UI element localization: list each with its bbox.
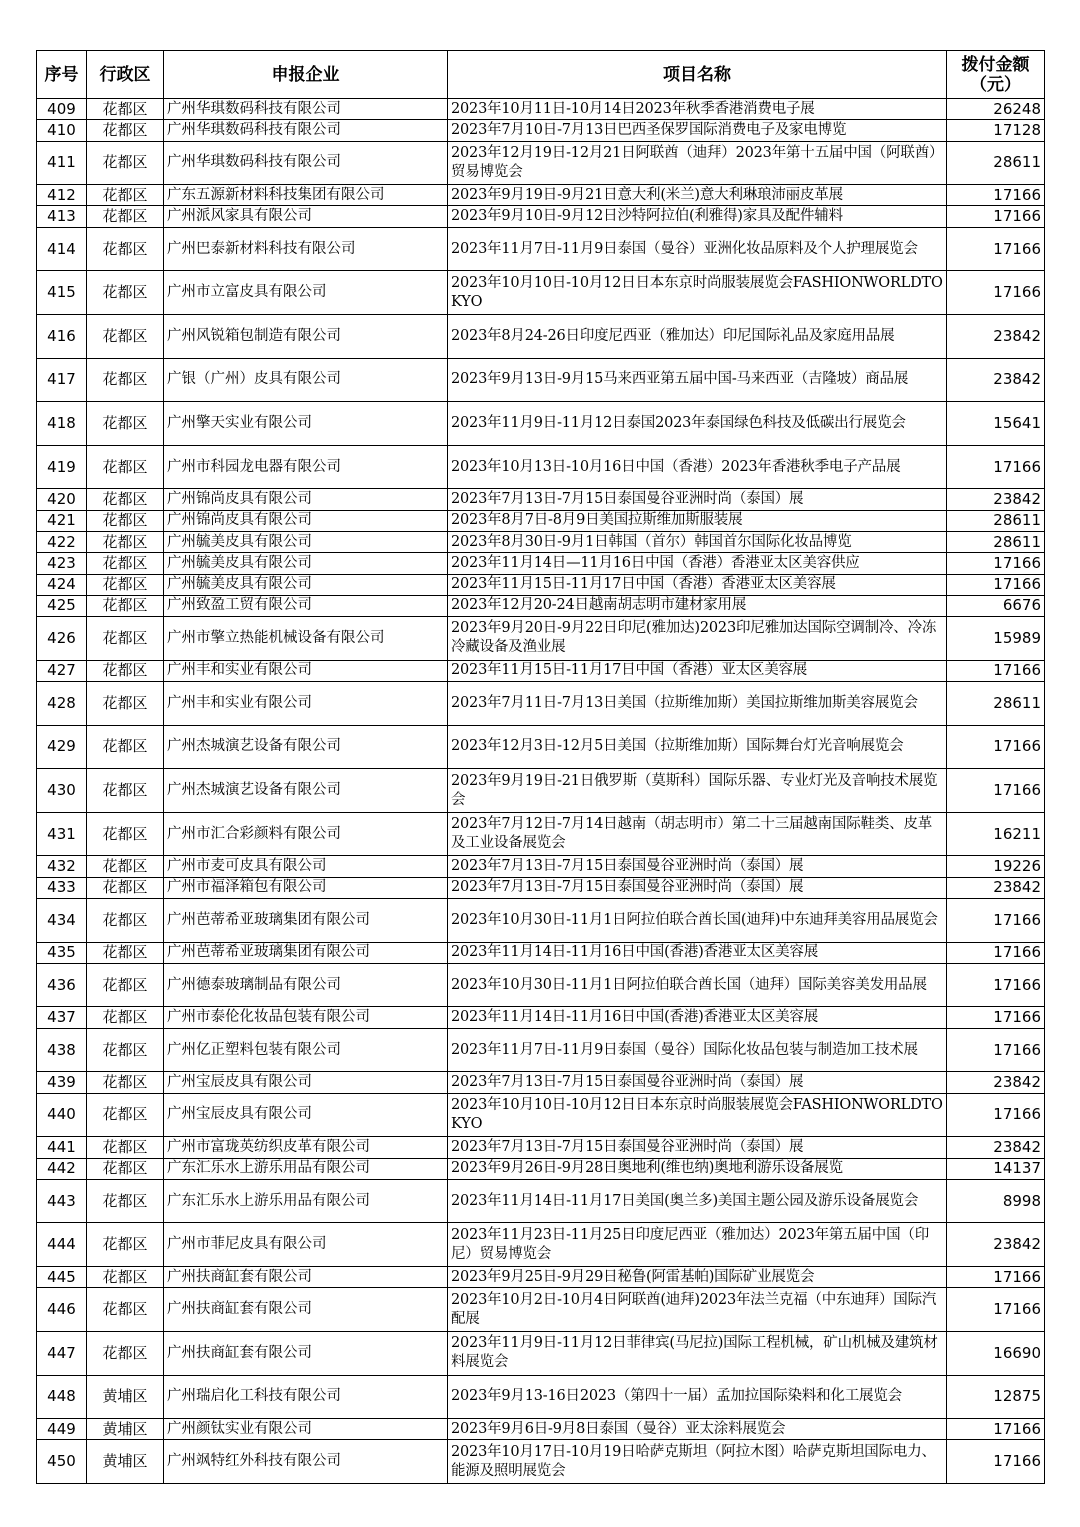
- row-index-cell: 432: [37, 856, 87, 877]
- row-index-cell: 448: [37, 1375, 87, 1419]
- row-amount-cell: 26248: [947, 99, 1045, 120]
- row-district-cell: 花都区: [87, 120, 164, 141]
- row-company-cell: 广州毓美皮具有限公司: [164, 553, 448, 574]
- row-index-cell: 426: [37, 617, 87, 661]
- row-project-cell: 2023年7月10日-7月13日巴西圣保罗国际消费电子及家电博览: [448, 120, 947, 141]
- row-company-cell: 广东汇乐水上游乐用品有限公司: [164, 1158, 448, 1179]
- row-amount-cell: 15641: [947, 402, 1045, 446]
- row-district-cell: 花都区: [87, 769, 164, 813]
- allocation-table-page: [36, 50, 1044, 1484]
- row-index-cell: 423: [37, 553, 87, 574]
- row-district-cell: 花都区: [87, 1137, 164, 1158]
- row-index-cell: 441: [37, 1137, 87, 1158]
- table-row: [37, 898, 1045, 942]
- row-index-cell: 430: [37, 769, 87, 813]
- row-district-cell: 花都区: [87, 617, 164, 661]
- row-district-cell: 花都区: [87, 877, 164, 898]
- row-district-cell: 花都区: [87, 1028, 164, 1072]
- row-index-cell: 449: [37, 1419, 87, 1440]
- table-row: [37, 1223, 1045, 1267]
- table-row: [37, 358, 1045, 402]
- row-district-cell: 花都区: [87, 141, 164, 185]
- table-row: [37, 725, 1045, 769]
- row-district-cell: 花都区: [87, 963, 164, 1007]
- header-amount: 拨付金额（元）: [947, 51, 1045, 99]
- table-row: [37, 185, 1045, 206]
- row-district-cell: 黄埔区: [87, 1440, 164, 1484]
- row-district-cell: 花都区: [87, 510, 164, 531]
- row-index-cell: 434: [37, 898, 87, 942]
- row-project-cell: 2023年12月3日-12月5日美国（拉斯维加斯）国际舞台灯光音响展览会: [448, 725, 947, 769]
- row-index-cell: 439: [37, 1072, 87, 1093]
- row-index-cell: 417: [37, 358, 87, 402]
- row-amount-cell: 17166: [947, 1267, 1045, 1288]
- table-row: [37, 1331, 1045, 1375]
- row-project-cell: 2023年9月10日-9月12日沙特阿拉伯(利雅得)家具及配件辅料: [448, 206, 947, 227]
- row-amount-cell: 17166: [947, 185, 1045, 206]
- row-company-cell: 广州致盈工贸有限公司: [164, 595, 448, 616]
- table-row: [37, 314, 1045, 358]
- row-district-cell: 花都区: [87, 553, 164, 574]
- row-index-cell: 420: [37, 489, 87, 510]
- table-row: [37, 206, 1045, 227]
- row-company-cell: 广州市麦可皮具有限公司: [164, 856, 448, 877]
- row-company-cell: 广州市擎立热能机械设备有限公司: [164, 617, 448, 661]
- row-district-cell: 黄埔区: [87, 1375, 164, 1419]
- row-company-cell: 广州风锐箱包制造有限公司: [164, 314, 448, 358]
- row-district-cell: 花都区: [87, 1072, 164, 1093]
- row-amount-cell: 17166: [947, 1440, 1045, 1484]
- table-row: [37, 660, 1045, 681]
- allocation-table: [36, 50, 1045, 1484]
- row-project-cell: 2023年11月14日—11月16日中国（香港）香港亚太区美容供应: [448, 553, 947, 574]
- row-amount-cell: 17166: [947, 769, 1045, 813]
- row-amount-cell: 17166: [947, 445, 1045, 489]
- row-index-cell: 412: [37, 185, 87, 206]
- row-district-cell: 花都区: [87, 898, 164, 942]
- table-row: [37, 99, 1045, 120]
- row-company-cell: 广州市福泽箱包有限公司: [164, 877, 448, 898]
- row-amount-cell: 17166: [947, 898, 1045, 942]
- row-index-cell: 442: [37, 1158, 87, 1179]
- row-company-cell: 广州瑞启化工科技有限公司: [164, 1375, 448, 1419]
- row-amount-cell: 15989: [947, 617, 1045, 661]
- table-row: [37, 1179, 1045, 1223]
- row-project-cell: 2023年7月12日-7月14日越南（胡志明市）第二十三届越南国际鞋类、皮革及工业设备展览会: [448, 812, 947, 856]
- row-amount-cell: 17166: [947, 1007, 1045, 1028]
- header-project: 项目名称: [448, 51, 947, 99]
- row-project-cell: 2023年8月30日-9月1日韩国（首尔）韩国首尔国际化妆品博览: [448, 531, 947, 552]
- row-index-cell: 428: [37, 682, 87, 726]
- row-project-cell: 2023年10月30日-11月1日阿拉伯联合酋长国（迪拜）国际美容美发用品展: [448, 963, 947, 1007]
- row-company-cell: 广州宝辰皮具有限公司: [164, 1093, 448, 1137]
- row-index-cell: 433: [37, 877, 87, 898]
- row-district-cell: 花都区: [87, 271, 164, 315]
- table-row: [37, 141, 1045, 185]
- row-amount-cell: 23842: [947, 314, 1045, 358]
- row-district-cell: 花都区: [87, 531, 164, 552]
- row-project-cell: 2023年10月30日-11月1日阿拉伯联合酋长国(迪拜)中东迪拜美容用品展览会: [448, 898, 947, 942]
- table-row: [37, 856, 1045, 877]
- row-district-cell: 花都区: [87, 402, 164, 446]
- row-company-cell: 广州派风家具有限公司: [164, 206, 448, 227]
- row-project-cell: 2023年9月20日-9月22日印尼(雅加达)2023印尼雅加达国际空调制冷、冷冻冷藏设备及渔业展: [448, 617, 947, 661]
- row-index-cell: 440: [37, 1093, 87, 1137]
- row-company-cell: 广州市立富皮具有限公司: [164, 271, 448, 315]
- row-company-cell: 广州丰和实业有限公司: [164, 682, 448, 726]
- row-index-cell: 422: [37, 531, 87, 552]
- table-row: [37, 877, 1045, 898]
- row-district-cell: 花都区: [87, 574, 164, 595]
- row-amount-cell: 12875: [947, 1375, 1045, 1419]
- row-project-cell: 2023年11月14日-11月16日中国(香港)香港亚太区美容展: [448, 1007, 947, 1028]
- row-index-cell: 436: [37, 963, 87, 1007]
- row-amount-cell: 28611: [947, 141, 1045, 185]
- row-district-cell: 花都区: [87, 1179, 164, 1223]
- row-amount-cell: 8998: [947, 1179, 1045, 1223]
- row-district-cell: 花都区: [87, 1158, 164, 1179]
- table-row: [37, 1158, 1045, 1179]
- table-row: [37, 227, 1045, 271]
- table-row: [37, 942, 1045, 963]
- table-header-row: [37, 51, 1045, 99]
- row-amount-cell: 16211: [947, 812, 1045, 856]
- row-company-cell: 广州巴泰新材料科技有限公司: [164, 227, 448, 271]
- row-district-cell: 花都区: [87, 595, 164, 616]
- table-row: [37, 510, 1045, 531]
- table-row: [37, 595, 1045, 616]
- row-company-cell: 广州市泰伦化妆品包装有限公司: [164, 1007, 448, 1028]
- row-index-cell: 447: [37, 1331, 87, 1375]
- row-index-cell: 411: [37, 141, 87, 185]
- row-index-cell: 446: [37, 1288, 87, 1332]
- row-district-cell: 黄埔区: [87, 1419, 164, 1440]
- table-row: [37, 1288, 1045, 1332]
- table-row: [37, 1007, 1045, 1028]
- header-district: 行政区: [87, 51, 164, 99]
- row-company-cell: 广州市汇合彩颜料有限公司: [164, 812, 448, 856]
- row-project-cell: 2023年10月10日-10月12日日本东京时尚服装展览会FASHIONWORLDTOKYO: [448, 1093, 947, 1137]
- row-index-cell: 429: [37, 725, 87, 769]
- row-company-cell: 广州市菲尼皮具有限公司: [164, 1223, 448, 1267]
- row-district-cell: 花都区: [87, 942, 164, 963]
- row-district-cell: 花都区: [87, 682, 164, 726]
- row-company-cell: 广州丰和实业有限公司: [164, 660, 448, 681]
- row-company-cell: 广州杰城演艺设备有限公司: [164, 769, 448, 813]
- row-amount-cell: 23842: [947, 1223, 1045, 1267]
- row-project-cell: 2023年12月20-24日越南胡志明市建材家用展: [448, 595, 947, 616]
- row-index-cell: 424: [37, 574, 87, 595]
- row-amount-cell: 23842: [947, 877, 1045, 898]
- row-amount-cell: 17166: [947, 963, 1045, 1007]
- row-amount-cell: 23842: [947, 1137, 1045, 1158]
- row-amount-cell: 17166: [947, 1028, 1045, 1072]
- table-row: [37, 812, 1045, 856]
- row-project-cell: 2023年11月7日-11月9日泰国（曼谷）国际化妆品包装与制造加工技术展: [448, 1028, 947, 1072]
- row-district-cell: 花都区: [87, 1093, 164, 1137]
- row-amount-cell: 17166: [947, 1419, 1045, 1440]
- row-index-cell: 425: [37, 595, 87, 616]
- row-amount-cell: 17166: [947, 660, 1045, 681]
- row-company-cell: 广州芭蒂希亚玻璃集团有限公司: [164, 898, 448, 942]
- row-company-cell: 广州市科园龙电器有限公司: [164, 445, 448, 489]
- table-row: [37, 553, 1045, 574]
- row-company-cell: 广州亿正塑料包装有限公司: [164, 1028, 448, 1072]
- row-district-cell: 花都区: [87, 1331, 164, 1375]
- row-company-cell: 广州飒特红外科技有限公司: [164, 1440, 448, 1484]
- row-index-cell: 421: [37, 510, 87, 531]
- table-row: [37, 1072, 1045, 1093]
- table-row: [37, 531, 1045, 552]
- row-project-cell: 2023年7月13日-7月15日泰国曼谷亚洲时尚（泰国）展: [448, 489, 947, 510]
- row-amount-cell: 17166: [947, 271, 1045, 315]
- row-project-cell: 2023年11月9日-11月12日泰国2023年泰国绿色科技及低碳出行展览会: [448, 402, 947, 446]
- row-company-cell: 广州扶商缸套有限公司: [164, 1267, 448, 1288]
- row-district-cell: 花都区: [87, 358, 164, 402]
- row-index-cell: 409: [37, 99, 87, 120]
- row-company-cell: 广州锦尚皮具有限公司: [164, 510, 448, 531]
- row-index-cell: 410: [37, 120, 87, 141]
- row-amount-cell: 17166: [947, 942, 1045, 963]
- row-amount-cell: 17128: [947, 120, 1045, 141]
- row-project-cell: 2023年8月24-26日印度尼西亚（雅加达）印尼国际礼品及家庭用品展: [448, 314, 947, 358]
- row-company-cell: 广东汇乐水上游乐用品有限公司: [164, 1179, 448, 1223]
- row-district-cell: 花都区: [87, 856, 164, 877]
- row-project-cell: 2023年10月10日-10月12日日本东京时尚服装展览会FASHIONWORLDTOKYO: [448, 271, 947, 315]
- row-company-cell: 广州宝辰皮具有限公司: [164, 1072, 448, 1093]
- table-row: [37, 1137, 1045, 1158]
- row-project-cell: 2023年11月14日-11月16日中国(香港)香港亚太区美容展: [448, 942, 947, 963]
- row-district-cell: 花都区: [87, 445, 164, 489]
- row-district-cell: 花都区: [87, 812, 164, 856]
- row-amount-cell: 6676: [947, 595, 1045, 616]
- row-amount-cell: 17166: [947, 553, 1045, 574]
- row-index-cell: 431: [37, 812, 87, 856]
- row-project-cell: 2023年7月13日-7月15日泰国曼谷亚洲时尚（泰国）展: [448, 856, 947, 877]
- row-project-cell: 2023年10月2日-10月4日阿联酋(迪拜)2023年法兰克福（中东迪拜）国际汽配展: [448, 1288, 947, 1332]
- row-index-cell: 438: [37, 1028, 87, 1072]
- table-row: [37, 1419, 1045, 1440]
- row-index-cell: 418: [37, 402, 87, 446]
- row-district-cell: 花都区: [87, 1223, 164, 1267]
- header-company: 申报企业: [164, 51, 448, 99]
- row-district-cell: 花都区: [87, 1007, 164, 1028]
- row-project-cell: 2023年11月15日-11月17日中国（香港）香港亚太区美容展: [448, 574, 947, 595]
- row-index-cell: 427: [37, 660, 87, 681]
- row-index-cell: 443: [37, 1179, 87, 1223]
- table-row: [37, 1440, 1045, 1484]
- row-company-cell: 广州毓美皮具有限公司: [164, 574, 448, 595]
- table-row: [37, 445, 1045, 489]
- row-amount-cell: 23842: [947, 1072, 1045, 1093]
- row-project-cell: 2023年9月26日-9月28日奥地利(维也纳)奥地利游乐设备展览: [448, 1158, 947, 1179]
- row-amount-cell: 19226: [947, 856, 1045, 877]
- row-district-cell: 花都区: [87, 185, 164, 206]
- row-amount-cell: 16690: [947, 1331, 1045, 1375]
- row-amount-cell: 17166: [947, 1093, 1045, 1137]
- row-amount-cell: 17166: [947, 574, 1045, 595]
- table-row: [37, 617, 1045, 661]
- row-project-cell: 2023年11月14日-11月17日美国(奥兰多)美国主题公园及游乐设备展览会: [448, 1179, 947, 1223]
- row-index-cell: 413: [37, 206, 87, 227]
- row-amount-cell: 17166: [947, 725, 1045, 769]
- row-project-cell: 2023年10月11日-10月14日2023年秋季香港消费电子展: [448, 99, 947, 120]
- row-project-cell: 2023年10月13日-10月16日中国（香港）2023年香港秋季电子产品展: [448, 445, 947, 489]
- row-company-cell: 广州德泰玻璃制品有限公司: [164, 963, 448, 1007]
- row-index-cell: 414: [37, 227, 87, 271]
- row-project-cell: 2023年11月7日-11月9日泰国（曼谷）亚洲化妆品原料及个人护理展览会: [448, 227, 947, 271]
- header-index: 序号: [37, 51, 87, 99]
- table-row: [37, 1093, 1045, 1137]
- row-project-cell: 2023年9月13日-9月15马来西亚第五届中国-马来西亚（吉隆坡）商品展: [448, 358, 947, 402]
- row-company-cell: 广州华琪数码科技有限公司: [164, 120, 448, 141]
- row-project-cell: 2023年9月25日-9月29日秘鲁(阿雷基帕)国际矿业展览会: [448, 1267, 947, 1288]
- row-index-cell: 419: [37, 445, 87, 489]
- row-amount-cell: 23842: [947, 358, 1045, 402]
- row-district-cell: 花都区: [87, 1288, 164, 1332]
- row-district-cell: 花都区: [87, 99, 164, 120]
- row-index-cell: 435: [37, 942, 87, 963]
- row-amount-cell: 28611: [947, 510, 1045, 531]
- row-amount-cell: 28611: [947, 531, 1045, 552]
- row-company-cell: 广银（广州）皮具有限公司: [164, 358, 448, 402]
- row-district-cell: 花都区: [87, 660, 164, 681]
- row-index-cell: 445: [37, 1267, 87, 1288]
- row-project-cell: 2023年11月23日-11月25日印度尼西亚（雅加达）2023年第五届中国（印尼）贸易博览会: [448, 1223, 947, 1267]
- row-project-cell: 2023年11月15日-11月17日中国（香港）亚太区美容展: [448, 660, 947, 681]
- row-company-cell: 广州锦尚皮具有限公司: [164, 489, 448, 510]
- table-row: [37, 1375, 1045, 1419]
- row-company-cell: 广州华琪数码科技有限公司: [164, 99, 448, 120]
- row-project-cell: 2023年9月19日-9月21日意大利(米兰)意大利琳琅沛丽皮革展: [448, 185, 947, 206]
- row-project-cell: 2023年10月17日-10月19日哈萨克斯坦（阿拉木图）哈萨克斯坦国际电力、能源及照明展览会: [448, 1440, 947, 1484]
- row-index-cell: 444: [37, 1223, 87, 1267]
- row-district-cell: 花都区: [87, 314, 164, 358]
- row-amount-cell: 14137: [947, 1158, 1045, 1179]
- table-row: [37, 1267, 1045, 1288]
- row-project-cell: 2023年9月19日-21日俄罗斯（莫斯科）国际乐器、专业灯光及音响技术展览会: [448, 769, 947, 813]
- row-company-cell: 广州芭蒂希亚玻璃集团有限公司: [164, 942, 448, 963]
- row-company-cell: 广东五源新材料科技集团有限公司: [164, 185, 448, 206]
- row-amount-cell: 17166: [947, 1288, 1045, 1332]
- row-company-cell: 广州扶商缸套有限公司: [164, 1331, 448, 1375]
- table-row: [37, 271, 1045, 315]
- row-index-cell: 450: [37, 1440, 87, 1484]
- row-company-cell: 广州市富珑英纺织皮革有限公司: [164, 1137, 448, 1158]
- row-district-cell: 花都区: [87, 1267, 164, 1288]
- row-company-cell: 广州擎天实业有限公司: [164, 402, 448, 446]
- table-row: [37, 120, 1045, 141]
- row-district-cell: 花都区: [87, 227, 164, 271]
- row-amount-cell: 17166: [947, 206, 1045, 227]
- row-company-cell: 广州杰城演艺设备有限公司: [164, 725, 448, 769]
- row-district-cell: 花都区: [87, 489, 164, 510]
- row-amount-cell: 23842: [947, 489, 1045, 510]
- table-row: [37, 402, 1045, 446]
- row-company-cell: 广州扶商缸套有限公司: [164, 1288, 448, 1332]
- table-row: [37, 489, 1045, 510]
- row-project-cell: 2023年7月13日-7月15日泰国曼谷亚洲时尚（泰国）展: [448, 877, 947, 898]
- row-project-cell: 2023年7月13日-7月15日泰国曼谷亚洲时尚（泰国）展: [448, 1072, 947, 1093]
- row-project-cell: 2023年9月6日-9月8日泰国（曼谷）亚太涂料展览会: [448, 1419, 947, 1440]
- row-company-cell: 广州毓美皮具有限公司: [164, 531, 448, 552]
- row-project-cell: 2023年8月7日-8月9日美国拉斯维加斯服装展: [448, 510, 947, 531]
- row-district-cell: 花都区: [87, 725, 164, 769]
- row-project-cell: 2023年9月13-16日2023（第四十一届）孟加拉国际染料和化工展览会: [448, 1375, 947, 1419]
- row-project-cell: 2023年11月9日-11月12日菲律宾(马尼拉)国际工程机械，矿山机械及建筑材料展览会: [448, 1331, 947, 1375]
- row-index-cell: 415: [37, 271, 87, 315]
- table-row: [37, 1028, 1045, 1072]
- table-row: [37, 769, 1045, 813]
- row-amount-cell: 17166: [947, 227, 1045, 271]
- row-company-cell: 广州颜钛实业有限公司: [164, 1419, 448, 1440]
- row-amount-cell: 28611: [947, 682, 1045, 726]
- table-row: [37, 963, 1045, 1007]
- table-row: [37, 574, 1045, 595]
- row-company-cell: 广州华琪数码科技有限公司: [164, 141, 448, 185]
- row-index-cell: 416: [37, 314, 87, 358]
- row-project-cell: 2023年7月11日-7月13日美国（拉斯维加斯）美国拉斯维加斯美容展览会: [448, 682, 947, 726]
- row-project-cell: 2023年7月13日-7月15日泰国曼谷亚洲时尚（泰国）展: [448, 1137, 947, 1158]
- row-project-cell: 2023年12月19日-12月21日阿联酋（迪拜）2023年第十五届中国（阿联酋）贸易博览会: [448, 141, 947, 185]
- table-row: [37, 682, 1045, 726]
- row-district-cell: 花都区: [87, 206, 164, 227]
- row-index-cell: 437: [37, 1007, 87, 1028]
- table-body: [37, 99, 1045, 1484]
